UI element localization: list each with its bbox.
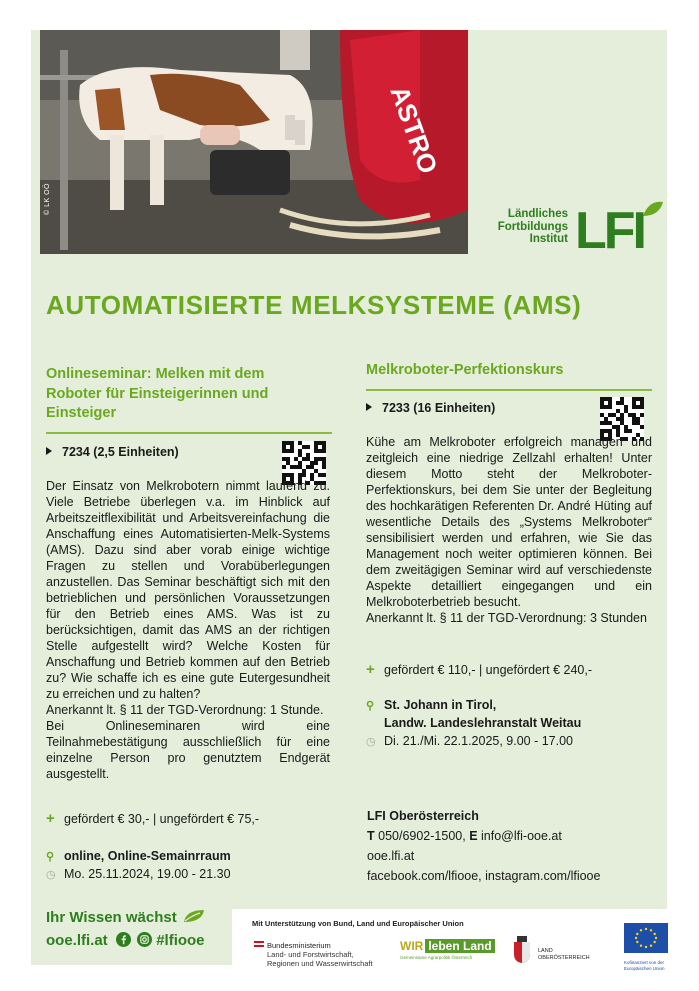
facebook-icon[interactable] xyxy=(116,932,131,947)
right-location-line2: Landw. Landeslehranstalt Weitau xyxy=(384,716,582,730)
funding-partners: Mit Unterstützung von Bund, Land und Europäischer Union Bundesministerium Land- und Forstwirtschaft, Regionen und Wasserwirtschaft WIR leben Land Gemeinsame Agrarpolitik Österreich LAND OBERÖSTERREICH Kofinanziert von der Europäischen Union xyxy=(232,909,684,979)
left-course-code: 7234 (2,5 Einheiten) xyxy=(46,445,179,459)
page-title: AUTOMATISIERTE MELKSYSTEME (AMS) xyxy=(46,290,582,320)
left-date: ◷ Mo. 25.11.2024, 19.00 - 21.30 xyxy=(46,867,231,881)
lfi-logo xyxy=(496,196,666,252)
triangle-bullet-icon xyxy=(46,447,52,455)
clock-icon: ◷ xyxy=(46,869,56,881)
leaf-icon xyxy=(183,909,205,923)
left-divider xyxy=(46,432,332,434)
right-date: ◷ Di. 21./Mi. 22.1.2025, 9.00 - 17.00 xyxy=(366,734,574,748)
wir-leben-land-logo: WIR leben Land Gemeinsame Agrarpolitik Österreich xyxy=(400,939,495,960)
left-price: + gefördert € 30,- | ungefördert € 75,- xyxy=(46,810,260,827)
triangle-bullet-icon xyxy=(366,403,372,411)
right-price: + gefördert € 110,- | ungefördert € 240,- xyxy=(366,661,593,678)
contact-org: LFI Oberösterreich xyxy=(367,809,479,823)
footer-hashtag[interactable]: #lfiooe xyxy=(156,932,205,949)
contact-phone[interactable]: 050/6902-1500, xyxy=(378,829,466,843)
footer-web-link[interactable]: ooe.lfi.at xyxy=(46,932,108,949)
contact-block xyxy=(367,806,600,886)
contact-email[interactable]: info@lfi-ooe.at xyxy=(481,829,562,843)
cover-photo xyxy=(40,30,468,254)
eu-logo: Kofinanziert von der Europäischen Union xyxy=(624,923,668,971)
photo-credit: © LK OÖ xyxy=(44,183,51,215)
location-pin-icon: ⚲ xyxy=(46,851,55,863)
footer-slogan: Ihr Wissen wächst ooe.lfi.at #lfiooe xyxy=(46,909,205,949)
logo-text: Ländliches Fortbildungs Institut xyxy=(497,208,568,245)
svg-text:LFI: LFI xyxy=(575,202,644,252)
plus-icon: + xyxy=(366,661,375,678)
left-location: ⚲ online, Online-Semainrraum xyxy=(46,849,231,863)
plus-icon: + xyxy=(46,810,55,827)
contact-social[interactable]: facebook.com/lfiooe, instagram.com/lfiooe xyxy=(367,869,601,883)
right-course-code: 7233 (16 Einheiten) xyxy=(366,401,495,415)
contact-website[interactable]: ooe.lfi.at xyxy=(367,849,415,863)
ministry-logo: Bundesministerium Land- und Forstwirtschaft, Regionen und Wasserwirtschaft xyxy=(254,941,373,968)
left-seminar-heading: Onlineseminar: Melken mit dem Roboter für Einsteigerinnen und Einsteiger xyxy=(46,366,269,421)
eu-flag-icon xyxy=(624,923,668,953)
right-course-heading: Melkroboter-Perfektionskurs xyxy=(366,362,564,378)
left-description: Der Einsatz von Melkrobotern nimmt laufend zu. Viele Betriebe überlegen v.a. im Hinblick auf Arbeitszeitflexibilität und Arbeitsvereinfachung die Anschaffung eines Automatisierten-Melk-Systems (AMS). Dazu sind aber vorab einige wichtige Fragen zu stellen und Vorabüberlegungen anzustellen. Das Seminar beschäftigt sich mit den betrieblichen und persönlichen Voraussetzungen für den Betrieb eines AMS. Was ist zu berücksichtigen, damit das AMS an der richtigen Stelle aufgestellt wird? Welche Kosten für Anschaffung und Betrieb kommen auf den Betrieb zu? Wie schaffe ich es eine gute Eutergesundheit zu erreichen und zu halten? Anerkannt lt. § 11 der TGD-Verordnung: 1 Stunde. Bei Onlineseminaren wird eine Teilnahmebestätigung ausschließlich für eine einzelne Person pro genutztem Endgerät ausgestellt. xyxy=(46,479,330,781)
instagram-icon[interactable] xyxy=(137,932,152,947)
right-location-line1: ⚲ St. Johann in Tirol, xyxy=(366,698,497,712)
right-divider xyxy=(366,389,652,391)
lfi-logo-mark xyxy=(575,196,665,252)
clock-icon: ◷ xyxy=(366,736,376,748)
svg-text:ASTRO: ASTRO xyxy=(384,81,444,178)
location-pin-icon: ⚲ xyxy=(366,700,375,712)
support-title: Mit Unterstützung von Bund, Land und Europäischer Union xyxy=(252,919,464,928)
contact-phone-email: T 050/6902-1500, E info@lfi-ooe.at xyxy=(367,829,562,843)
right-description: Kühe am Melkroboter erfolgreich managen und zeitgleich eine niedrige Zellzahl erhalten! Unter diesem Motto steht der Melkroboter-Perfektionskurs, bei dem Sie unter der Begleitung des hochkarätigen Referenten Dr. André Hüting auf wesentliche Details des „Systems Melkroboter“ sensibilisiert werden und erfahren, wie Sie das Management noch weiter optimieren können. Bei dem zweitägigen Seminar wird auf verschiedenste Aspekte detailliert eingegangen und ein Melkroboterbetrieb besucht. Anerkannt lt. § 11 der TGD-Verordnung: 3 Stunden xyxy=(366,435,652,625)
coat-of-arms-icon xyxy=(512,936,532,964)
